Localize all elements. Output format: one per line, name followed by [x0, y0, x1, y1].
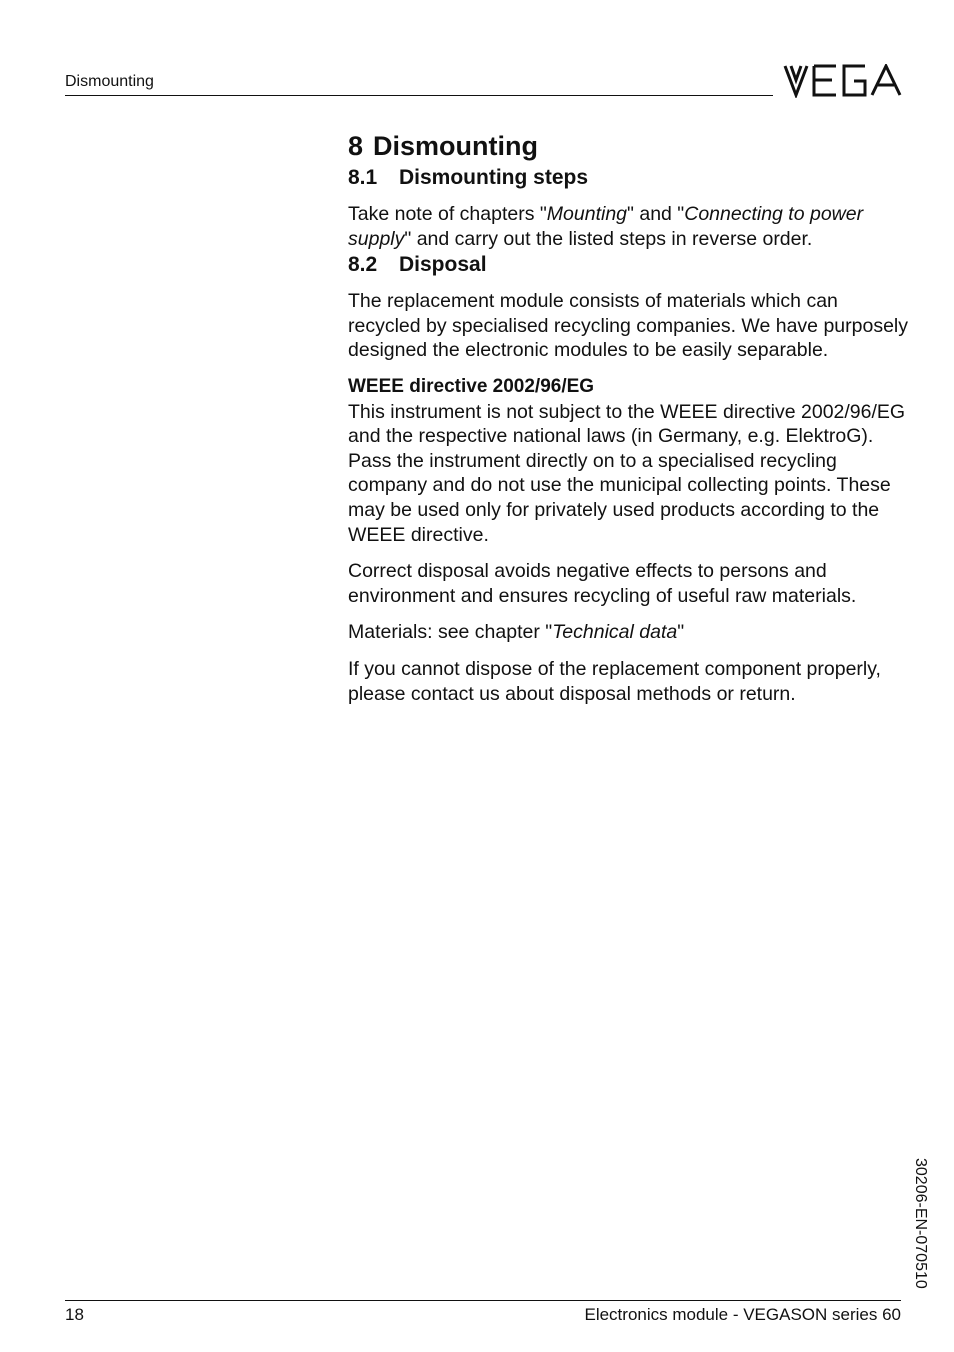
section-heading-8-1 — [348, 164, 908, 192]
text-fragment: " and carry out the listed steps in reverse order. — [404, 227, 813, 250]
chapter-reference-technical-data: Technical data — [552, 621, 678, 644]
text-fragment: Take note of chapters " — [348, 203, 547, 225]
vega-logo — [782, 64, 902, 98]
chapter-number: 8 — [348, 131, 364, 161]
section-title-8-1: Dismounting steps — [399, 166, 589, 189]
weee-paragraph: This instrument is not subject to the WEEE directive 2002/96/EG and the respective national laws (in Germany, e.g. ElektroG). Pass the instrument directly on to a specialised recycling company and do not use the municipal collecting points. These may be used only for privately used products according to the WEEE directive. — [348, 400, 906, 546]
chapter-reference-connecting: Connecting to power supply — [348, 203, 864, 250]
chapter-reference-mounting: Mounting — [546, 203, 628, 225]
section-number-8-1: 8.1 — [348, 166, 378, 189]
section-heading-8-2 — [348, 251, 908, 279]
running-header: Dismounting — [65, 73, 154, 90]
page-content — [348, 128, 908, 706]
text-fragment: Materials: see chapter " — [348, 621, 553, 644]
footer-rule — [65, 1300, 901, 1301]
section-title-8-2: Disposal — [399, 253, 487, 277]
page-number: 18 — [65, 1305, 84, 1324]
section-number-8-2: 8.2 — [348, 253, 378, 277]
footer-document-title: Electronics module - VEGASON series 60 — [584, 1305, 901, 1324]
replacement-module-paragraph: The replacement module consists of materials which can recycled by specialised recycling companies. We have purposely designed the electronic modules to be easily separable. — [348, 290, 908, 362]
chapter-heading — [348, 128, 908, 164]
text-fragment: " and " — [627, 203, 685, 225]
text-fragment: " — [677, 621, 685, 644]
weee-heading: WEEE directive 2002/96/EG — [348, 375, 595, 397]
chapter-title: Dismounting — [373, 131, 539, 161]
materials-paragraph — [348, 620, 908, 645]
header-rule — [65, 95, 773, 96]
correct-disposal-paragraph: Correct disposal avoids negative effects to persons and environment and ensures recycling of useful raw materials. — [348, 560, 857, 607]
contact-paragraph: If you cannot dispose of the replacement component properly, please contact us about disposal methods or return. — [348, 657, 881, 705]
document-code: 30206-EN-070510 — [912, 1158, 929, 1289]
dismounting-steps-paragraph — [348, 202, 908, 251]
